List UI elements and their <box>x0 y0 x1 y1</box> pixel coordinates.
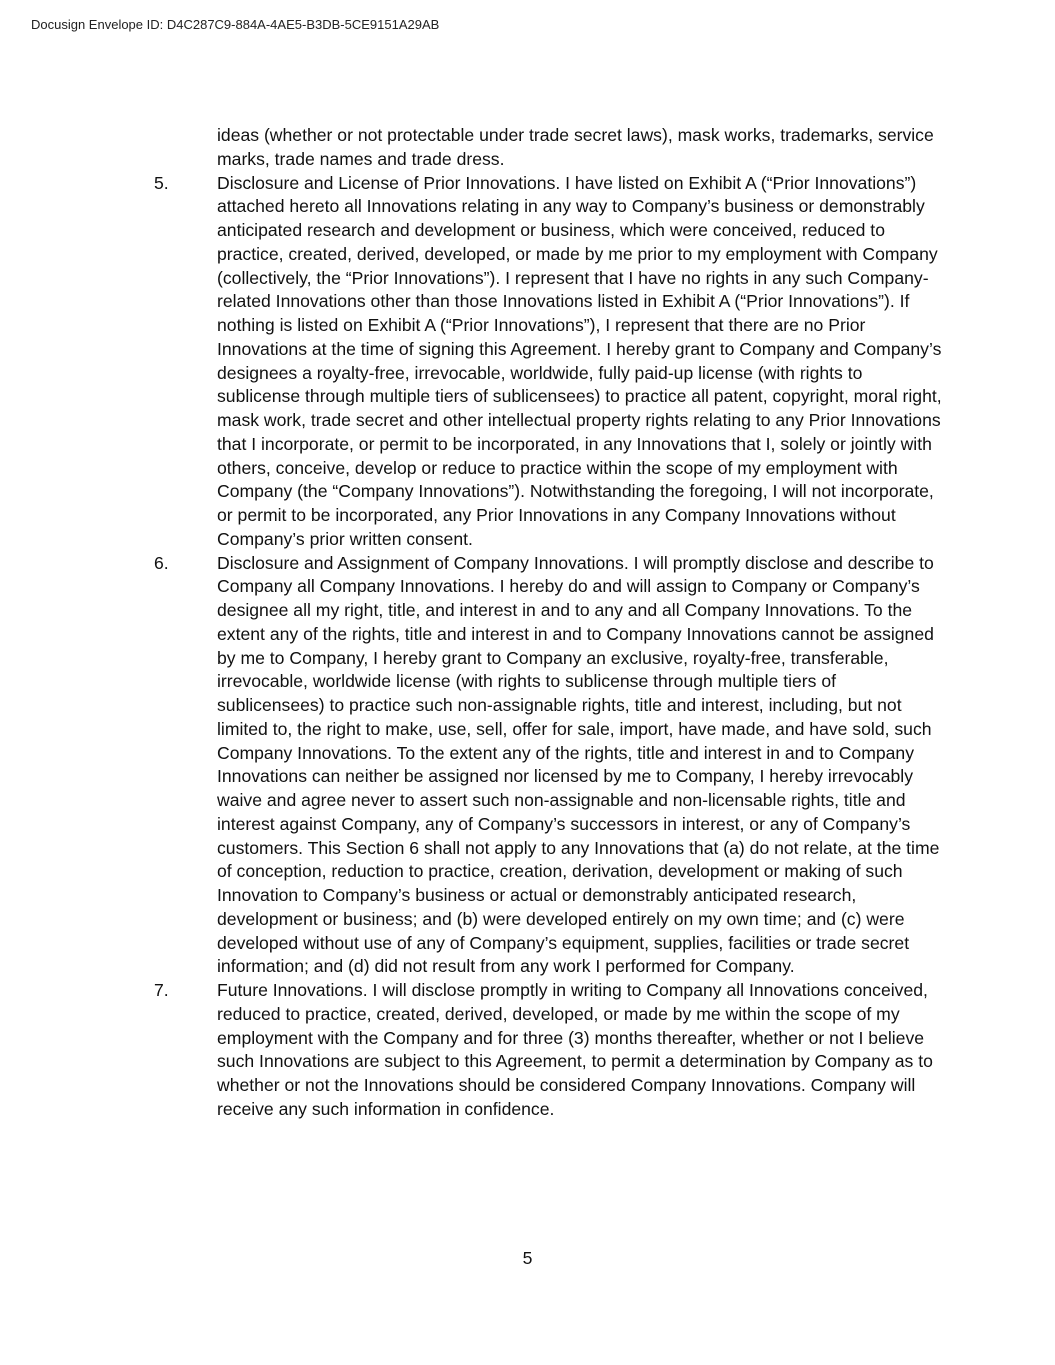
section-text: Future Innovations. I will disclose promptly in writing to Company all Innovations conceived, reduced to practice, created, derived, developed, or made by me within the scope of my employment with the Company and for three (3) months thereafter, whether or not I believe such Innovations are subject to this Agreement, to permit a determination by Company as to whether or not the Innovations should be considered Company Innovations. Company will receive any such information in confidence. <box>217 980 933 1119</box>
section-number: 5. <box>154 172 169 193</box>
section-6 <box>154 552 942 980</box>
envelope-id: Docusign Envelope ID: D4C287C9-884A-4AE5-B3DB-5CE9151A29AB <box>31 17 440 32</box>
section-text: Disclosure and Assignment of Company Innovations. I will promptly disclose and describe to Company all Company Innovations. I hereby do and will assign to Company or Company’s designee all my right, title, and interest in and to any and all Company Innovations. To the extent any of the rights, title and interest in and to Company Innovations cannot be assigned by me to Company, I hereby grant to Company an exclusive, royalty-free, transferable, irrevocable, worldwide license (with rights to sublicense through multiple tiers of sublicensees) to practice such non-assignable rights, title and interest, including, but not limited to, the right to make, use, sell, offer for sale, import, have made, and have sold, such Company Innovations. To the extent any of the rights, title and interest in and to Company Innovations can neither be assigned nor licensed by me to Company, I hereby irrevocably waive and agree never to assert such non-assignable and non-licensable rights, title and interest against Company, any of Company’s successors in interest, or any of Company’s customers. This Section 6 shall not apply to any Innovations that (a) do not relate, at the time of conception, reduction to practice, creation, derivation, development or making of such Innovation to Company’s business or actual or demonstrably anticipated research, development or business; and (b) were developed entirely on my own time; and (c) were developed without use of any of Company’s equipment, supplies, facilities or trade secret information; and (d) did not result from any work I performed for Company. <box>217 552 940 977</box>
section-number: 6. <box>154 552 169 573</box>
section-number: 7. <box>154 980 169 1000</box>
section-7 <box>154 979 942 1122</box>
section-5 <box>154 172 942 552</box>
section-text: Disclosure and License of Prior Innovations. I have listed on Exhibit A (“Prior Innovations”) attached hereto all Innovations relating in any way to Company’s business or demonstrably anticipated research and development or business, which were conceived, reduced to practice, created, derived, developed, or made by me prior to my employment with Company (collectively, the “Prior Innovations”). I represent that I have no rights in any such Company-related Innovations other than those Innovations listed in Exhibit A (“Prior Innovations”). If nothing is listed on Exhibit A (“Prior Innovations”), I represent that there are no Prior Innovations at the time of signing this Agreement. I hereby grant to Company and Company’s designees a royalty-free, irrevocable, worldwide, fully paid-up license (with rights to sublicense through multiple tiers of sublicensees) to practice all patent, copyright, moral right, mask work, trade secret and other intellectual property rights relating to any Prior Innovations that I incorporate, or permit to be incorporated, in any Innovations that I, solely or jointly with others, conceive, develop or reduce to practice within the scope of my employment with Company (the “Company Innovations”). Notwithstanding the foregoing, I will not incorporate, or permit to be incorporated, any Prior Innovations in any Company Innovations without Company’s prior written consent. <box>217 172 942 549</box>
continuation-paragraph: ideas (whether or not protectable under trade secret laws), mask works, trademarks, service marks, trade names and trade dress. <box>217 125 934 169</box>
page-number: 5 <box>522 1248 533 1268</box>
document-body <box>154 124 942 1122</box>
